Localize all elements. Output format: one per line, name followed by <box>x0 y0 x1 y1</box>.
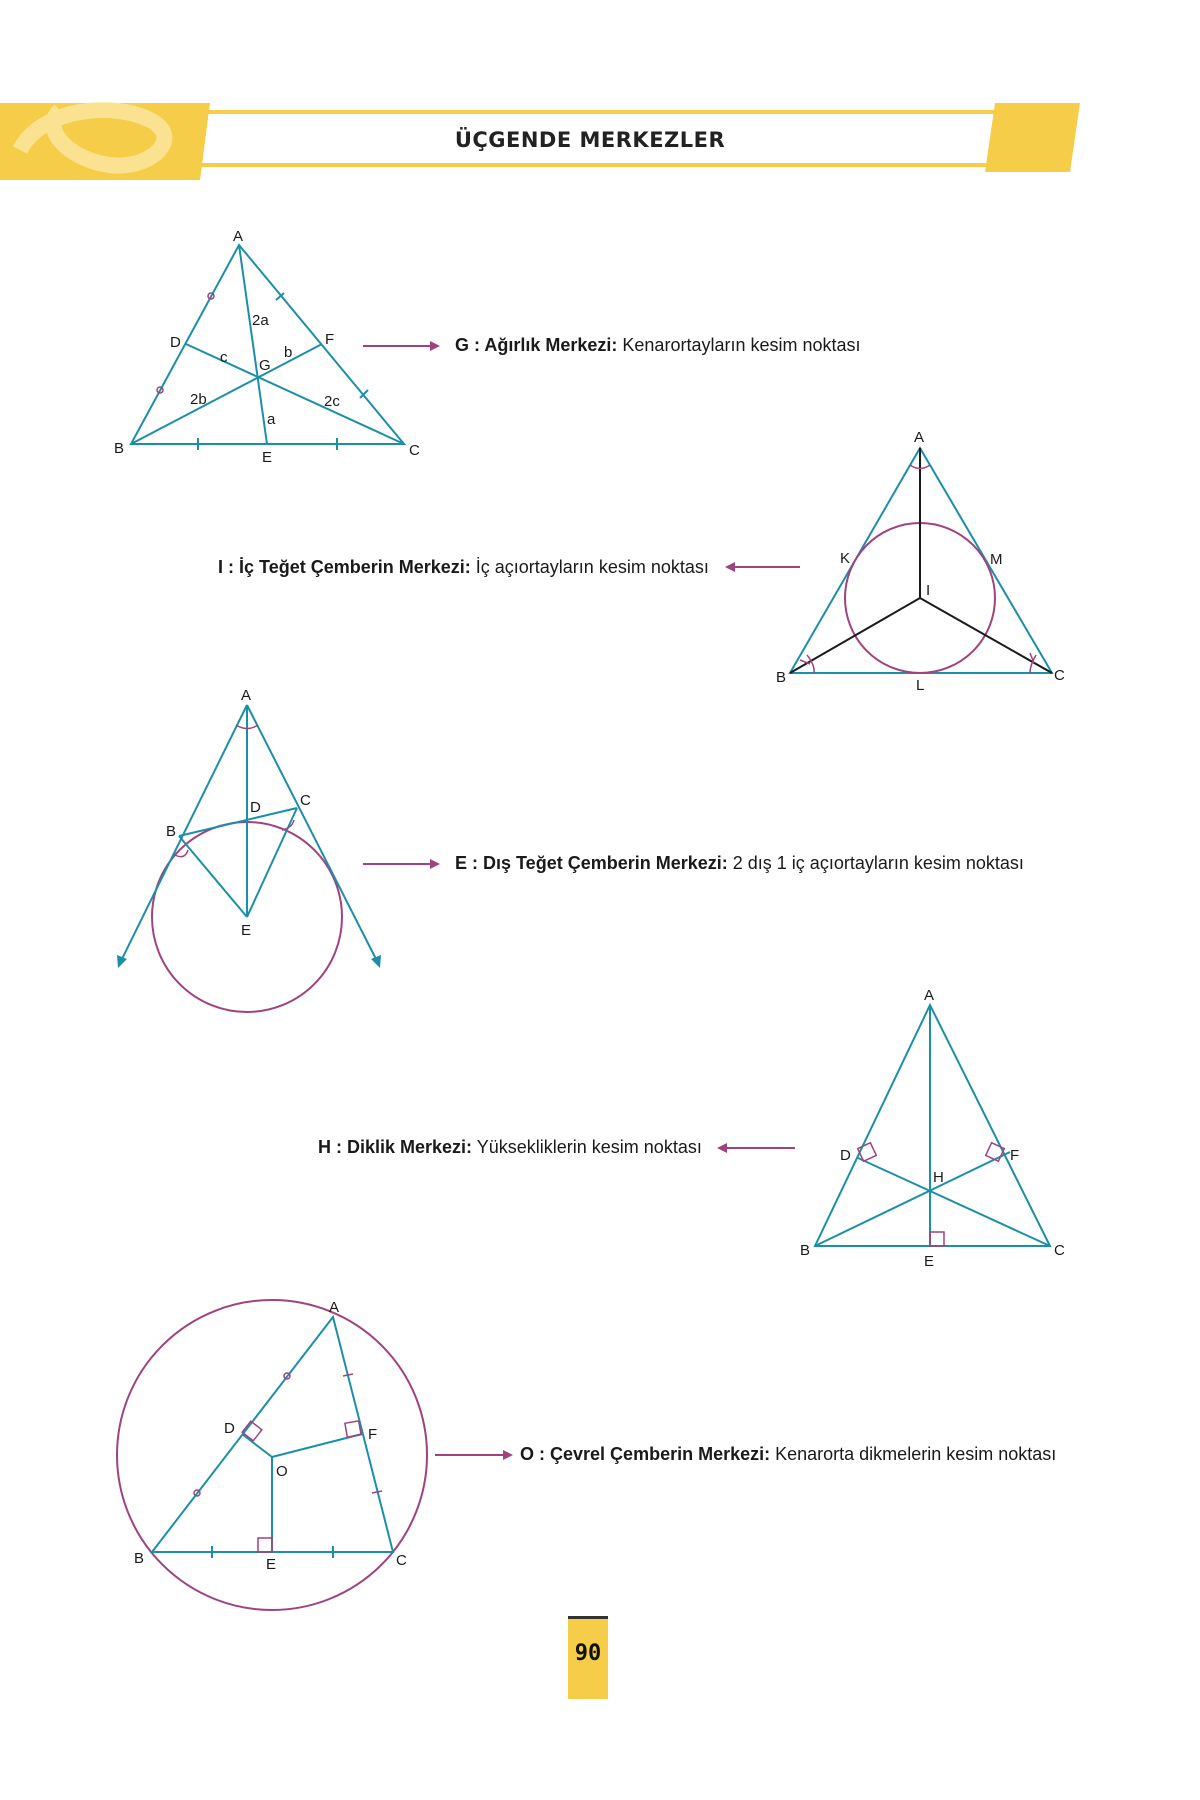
altitude-b <box>815 1152 1010 1246</box>
label-D: D <box>170 334 181 351</box>
symbol: I <box>218 557 224 577</box>
seg-2a: 2a <box>252 312 269 329</box>
label-A: A <box>329 1299 340 1316</box>
side-bc <box>179 808 297 836</box>
desc-incenter: I : İç Teğet Çemberin Merkezi: İç açıortayların kesim noktası <box>218 557 709 577</box>
orthocenter-triangle <box>815 1005 1050 1246</box>
page-number: 90 <box>574 1641 602 1666</box>
description: Yüksekliklerin kesim noktası <box>476 1137 702 1157</box>
name: Diklik Merkezi: <box>347 1137 473 1157</box>
label-A: A <box>914 429 925 446</box>
label-B: B <box>134 1550 145 1567</box>
symbol: H <box>318 1137 331 1157</box>
arrow-centroid <box>363 341 440 351</box>
label-G: G <box>259 357 271 374</box>
label-M: M <box>990 551 1003 568</box>
description: 2 dış 1 iç açıortayların kesim noktası <box>732 853 1024 873</box>
circumcenter-labels <box>134 1299 407 1573</box>
label-L: L <box>916 677 925 694</box>
label-C: C <box>300 792 311 809</box>
page-number-box <box>568 1616 608 1699</box>
label-A: A <box>233 228 244 245</box>
label-F: F <box>368 1426 378 1443</box>
symbol: E <box>455 853 468 873</box>
arrow-circumcenter <box>435 1450 513 1460</box>
altitude-c <box>858 1158 1050 1246</box>
name: Ağırlık Merkezi: <box>484 335 618 355</box>
ray-ac <box>247 705 378 963</box>
seg-2c: 2c <box>324 393 340 410</box>
label-E: E <box>924 1253 935 1270</box>
label-E: E <box>266 1556 277 1573</box>
label-C: C <box>409 442 420 459</box>
label-D: D <box>224 1420 235 1437</box>
label-A: A <box>924 987 935 1004</box>
description: Kenarortayların kesim noktası <box>622 335 861 355</box>
orthocenter-labels <box>800 987 1065 1270</box>
label-C: C <box>396 1552 407 1569</box>
incenter-diagram <box>790 448 1052 673</box>
orthocenter-diagram <box>815 1005 1050 1246</box>
seg-c: c <box>220 349 228 366</box>
arrow-orthocenter <box>717 1143 795 1153</box>
label-I: I <box>926 582 931 599</box>
name: İç Teğet Çemberin Merkezi: <box>239 557 471 577</box>
excenter-labels <box>166 687 311 939</box>
seg-a: a <box>267 411 276 428</box>
symbol: G <box>455 335 470 355</box>
arrow-excenter <box>363 859 440 869</box>
desc-centroid: G : Ağırlık Merkezi: Kenarortayların kesim noktası <box>455 335 861 355</box>
description: İç açıortayların kesim noktası <box>475 557 709 577</box>
label-F: F <box>1010 1147 1020 1164</box>
label-H: H <box>933 1169 944 1186</box>
label-C: C <box>1054 1242 1065 1259</box>
label-E: E <box>241 922 252 939</box>
label-B: B <box>114 440 125 457</box>
label-C: C <box>1054 667 1065 684</box>
name: Dış Teğet Çemberin Merkezi: <box>483 853 728 873</box>
label-B: B <box>166 823 177 840</box>
label-O: O <box>276 1463 288 1480</box>
page-title: ÜÇGENDE MERKEZLER <box>454 128 726 152</box>
desc-circumcenter: O : Çevrel Çemberin Merkezi: Kenarorta dikmelerin kesim noktası <box>520 1444 1057 1464</box>
label-D: D <box>840 1147 851 1164</box>
label-B: B <box>800 1242 811 1259</box>
label-D: D <box>250 799 261 816</box>
symbol: O <box>520 1444 535 1464</box>
label-F: F <box>325 331 335 348</box>
label-A: A <box>241 687 252 704</box>
bisector-be <box>179 836 247 917</box>
description: Kenarorta dikmelerin kesim noktası <box>775 1444 1057 1464</box>
seg-b: b <box>284 344 293 361</box>
seg-2b: 2b <box>190 391 207 408</box>
excenter-diagram <box>117 705 381 1012</box>
label-K: K <box>840 550 851 567</box>
bisector-b <box>790 598 920 673</box>
desc-orthocenter: H : Diklik Merkezi: Yüksekliklerin kesim noktası <box>318 1137 702 1157</box>
label-B: B <box>776 669 787 686</box>
desc-excenter: E : Dış Teğet Çemberin Merkezi: 2 dış 1 iç açıortayların kesim noktası <box>455 853 1024 873</box>
perp-d <box>242 1434 272 1457</box>
name: Çevrel Çemberin Merkezi: <box>550 1444 771 1464</box>
label-E: E <box>262 449 273 466</box>
arrow-incenter <box>725 562 800 572</box>
